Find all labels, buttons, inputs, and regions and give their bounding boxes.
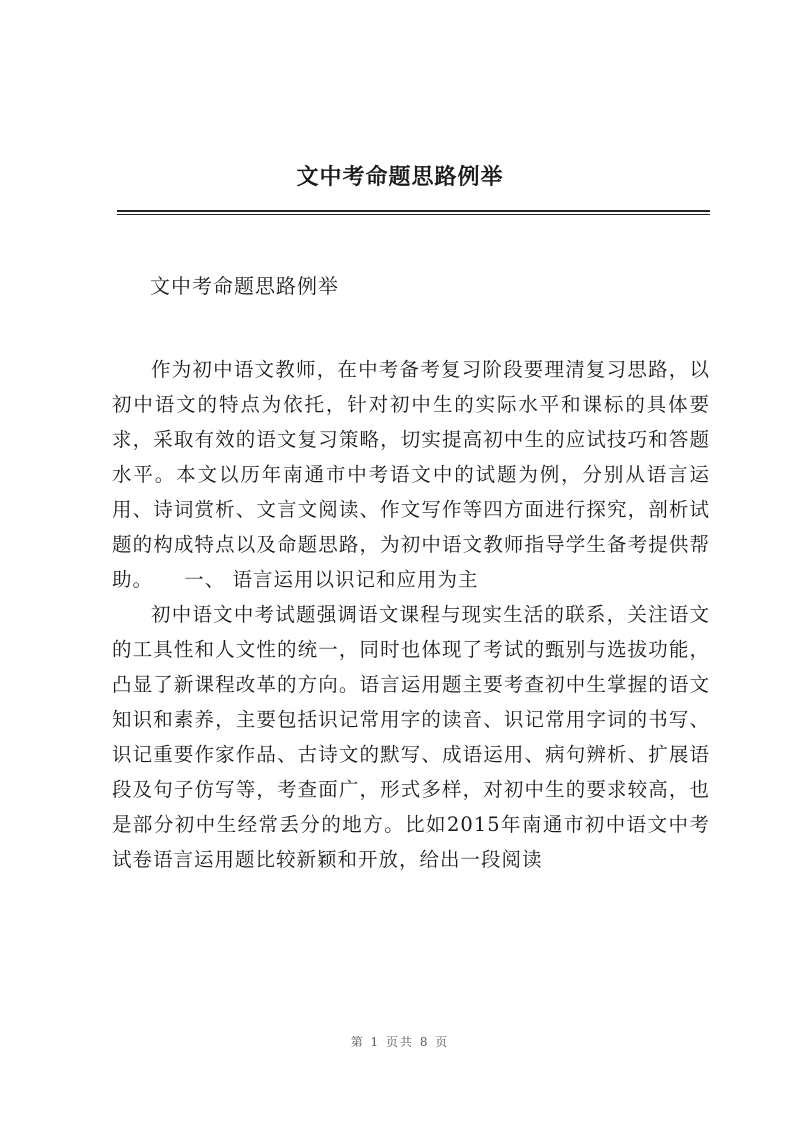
paragraph: 作为初中语文教师，在中考备考复习阶段要理清复习思路，以初中语文的特点为依托，针对初中生的实际水平和课标的具体要求，采取有效的语文复习策略，切实提高初中生的应试技巧和答题水平。本文以历年南通市中考语文中的试题为例，分别从语言运用、诗词赏析、文言文阅读、作文写作等四方面进行探究，剖析试题的构成特点以及命题思路，为初中语文教师指导学生备考提供帮助。 一、 语言运用以识记和应用为主 [112,358,710,591]
document-subtitle: 文中考命题思路例举 [150,274,339,298]
document-body [112,352,710,877]
paragraph: 初中语文中考试题强调语文课程与现实生活的联系，关注语文的工具性和人文性的统一，同时也体现了考试的甄别与选拔功能，凸显了新课程改革的方向。语言运用题主要考查初中生掌握的语文知识和素养，主要包括识记常用字的读音、识记常用字词的书写、识记重要作家作品、古诗文的默写、成语运用、病句辨析、扩展语段及句子仿写等，考查面广，形式多样，对初中生的要求较高，也是部分初中生经常丢分的地方。比如2015年南通市初中语文中考试卷语言运用题比较新颖和开放，给出一段阅读 [112,603,710,871]
page-number: 第 1 页共 8 页 [350,1035,450,1049]
page-title: 文中考命题思路例举 [296,164,504,190]
title-divider [117,210,710,215]
